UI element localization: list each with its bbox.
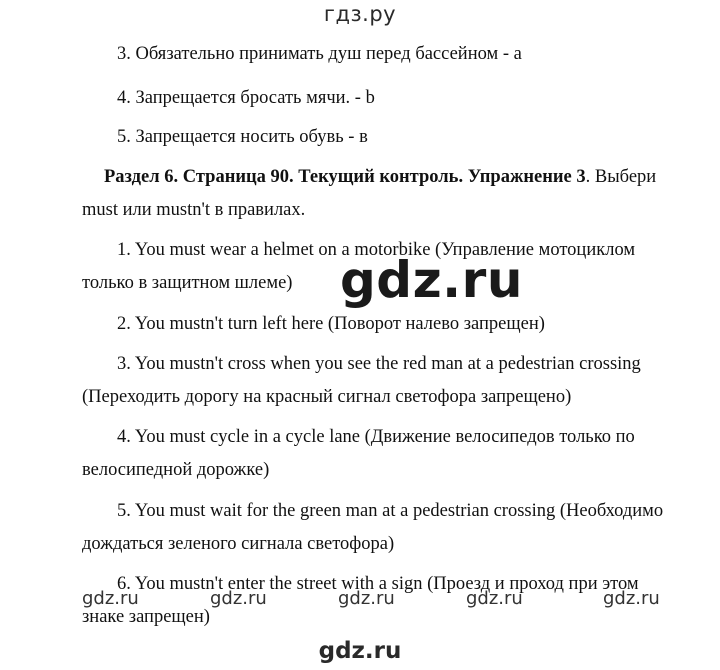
answer-4-line2: велосипедной дорожке) <box>82 460 270 480</box>
answer-6-line1: 6. You mustn't enter the street with a sign (Проезд и проход при этом <box>117 574 639 594</box>
answer-5-line1: 5. You must wait for the green man at a pedestrian crossing (Необходимо <box>117 501 664 521</box>
answer-2-line1: 2. You mustn't turn left here (Поворот налево запрещен) <box>117 314 545 334</box>
watermark-small: gdz.ru <box>338 588 395 609</box>
watermark-small: gdz.ru <box>466 588 523 609</box>
section-instruction-line2: must или mustn't в правилах. <box>82 200 306 220</box>
watermark-small: gdz.ru <box>210 588 267 609</box>
rule-item-5: 5. Запрещается носить обувь - в <box>117 127 368 147</box>
section-instruction: . Выбери <box>585 167 657 187</box>
answer-6-line2: знаке запрещен) <box>82 607 210 627</box>
section-heading-line <box>104 166 656 188</box>
site-logo-header[interactable]: гдз.ру <box>323 2 397 26</box>
answer-5-line2: дождаться зеленого сигнала светофора) <box>82 534 395 554</box>
rule-item-3: 3. Обязательно принимать душ перед бассейном - а <box>117 44 522 64</box>
rule-item-4: 4. Запрещается бросать мячи. - b <box>117 88 375 108</box>
answer-4-line1: 4. You must cycle in a cycle lane (Движение велосипедов только по <box>117 427 635 447</box>
watermark-small: gdz.ru <box>82 588 139 609</box>
answer-3-line1: 3. You mustn't cross when you see the red man at a pedestrian crossing <box>117 354 641 374</box>
watermark-large: gdz.ru <box>340 251 523 309</box>
watermark-small: gdz.ru <box>603 588 660 609</box>
site-logo-footer[interactable]: gdz.ru <box>318 638 402 664</box>
answer-1-line2: только в защитном шлеме) <box>82 273 293 293</box>
answer-3-line2: (Переходить дорогу на красный сигнал светофора запрещено) <box>82 387 572 407</box>
answer-1-line1: 1. You must wear a helmet on a motorbike (Управление мотоциклом <box>117 240 636 260</box>
section-heading: Раздел 6. Страница 90. Текущий контроль. Упражнение 3 <box>104 167 586 187</box>
